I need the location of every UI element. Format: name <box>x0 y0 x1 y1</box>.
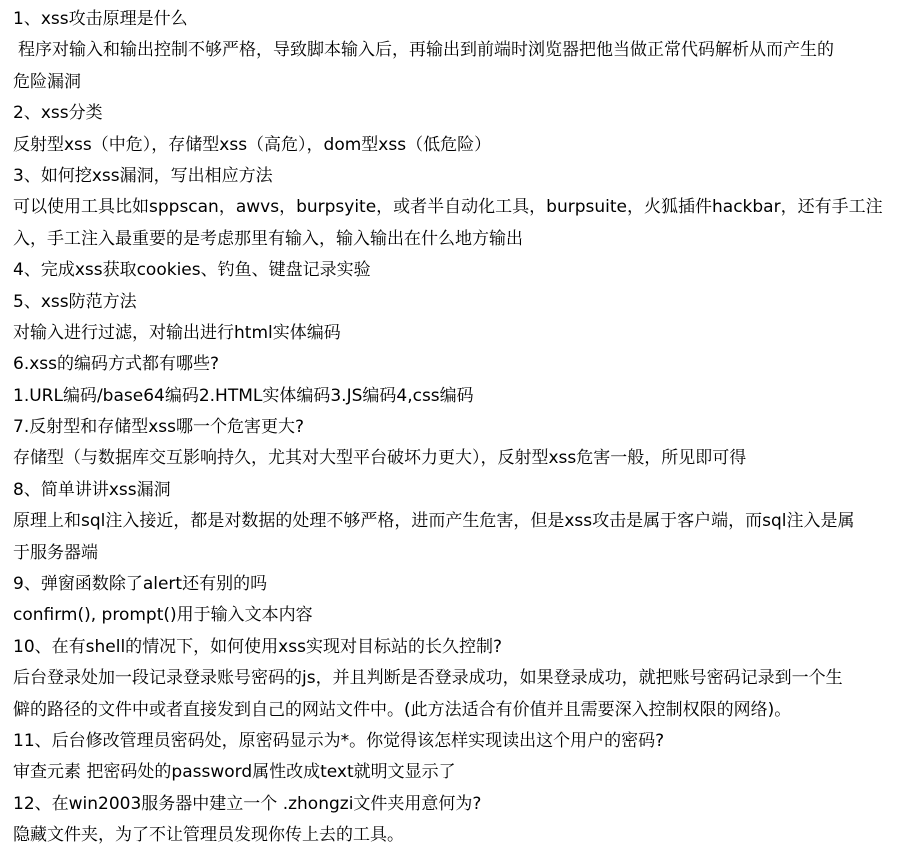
answer-3-line-2: 入，手工注入最重要的是考虑那里有输入，输入输出在什么地方输出 <box>13 228 523 249</box>
question-8-heading: 8、简单讲讲xss漏洞 <box>13 479 171 500</box>
answer-9: confirm(), prompt()用于输入文本内容 <box>13 605 313 626</box>
answer-10-line-1: 后台登录处加一段记录登录账号密码的js，并且判断是否登录成功，如果登录成功，就把账号密码记录到一个生 <box>13 668 843 689</box>
question-10-heading: 10、在有shell的情况下，如何使用xss实现对目标站的长久控制? <box>13 636 502 657</box>
question-3-heading: 3、如何挖xss漏洞，写出相应方法 <box>13 165 273 186</box>
question-6-heading: 6.xss的编码方式都有哪些? <box>13 354 220 375</box>
answer-8-line-2: 于服务器端 <box>13 542 98 563</box>
answer-2: 反射型xss（中危），存储型xss（高危），dom型xss（低危险） <box>13 134 492 155</box>
answer-5: 对输入进行过滤，对输出进行html实体编码 <box>13 322 341 343</box>
answer-1-line-1: 程序对输入和输出控制不够严格，导致脚本输入后，再输出到前端时浏览器把他当做正常代码解析从而产生的 <box>18 40 834 61</box>
answer-7: 存储型（与数据库交互影响持久，尤其对大型平台破坏力更大），反射型xss危害一般，所见即可得 <box>13 448 747 469</box>
question-12-heading: 12、在win2003服务器中建立一个 .zhongzi文件夹用意何为? <box>13 793 482 814</box>
question-2-heading: 2、xss分类 <box>13 103 103 124</box>
question-7-heading: 7.反射型和存储型xss哪一个危害更大? <box>13 417 305 438</box>
answer-12: 隐藏文件夹，为了不让管理员发现你传上去的工具。 <box>13 825 404 846</box>
answer-6: 1.URL编码/base64编码2.HTML实体编码3.JS编码4,css编码 <box>13 385 474 406</box>
answer-1-line-2: 危险漏洞 <box>13 71 81 92</box>
answer-11: 审查元素 把密码处的password属性改成text就明文显示了 <box>13 762 456 783</box>
question-9-heading: 9、弹窗函数除了alert还有别的吗 <box>13 574 268 595</box>
answer-10-line-2: 僻的路径的文件中或者直接发到自己的网站文件中。(此方法适合有价值并且需要深入控制权限的网络)。 <box>13 699 792 720</box>
document-body <box>13 4 913 852</box>
answer-3-line-1: 可以使用工具比如sppscan，awvs，burpsyite，或者半自动化工具，burpsuite，火狐插件hackbar，还有手工注 <box>13 197 883 218</box>
answer-8-line-1: 原理上和sql注入接近，都是对数据的处理不够严格，进而产生危害，但是xss攻击是属于客户端，而sql注入是属 <box>13 511 855 532</box>
question-5-heading: 5、xss防范方法 <box>13 291 137 312</box>
question-4-heading: 4、完成xss获取cookies、钓鱼、键盘记录实验 <box>13 260 371 281</box>
question-11-heading: 11、后台修改管理员密码处，原密码显示为*。你觉得该怎样实现读出这个用户的密码? <box>13 730 665 751</box>
question-1-heading: 1、xss攻击原理是什么 <box>13 9 188 29</box>
